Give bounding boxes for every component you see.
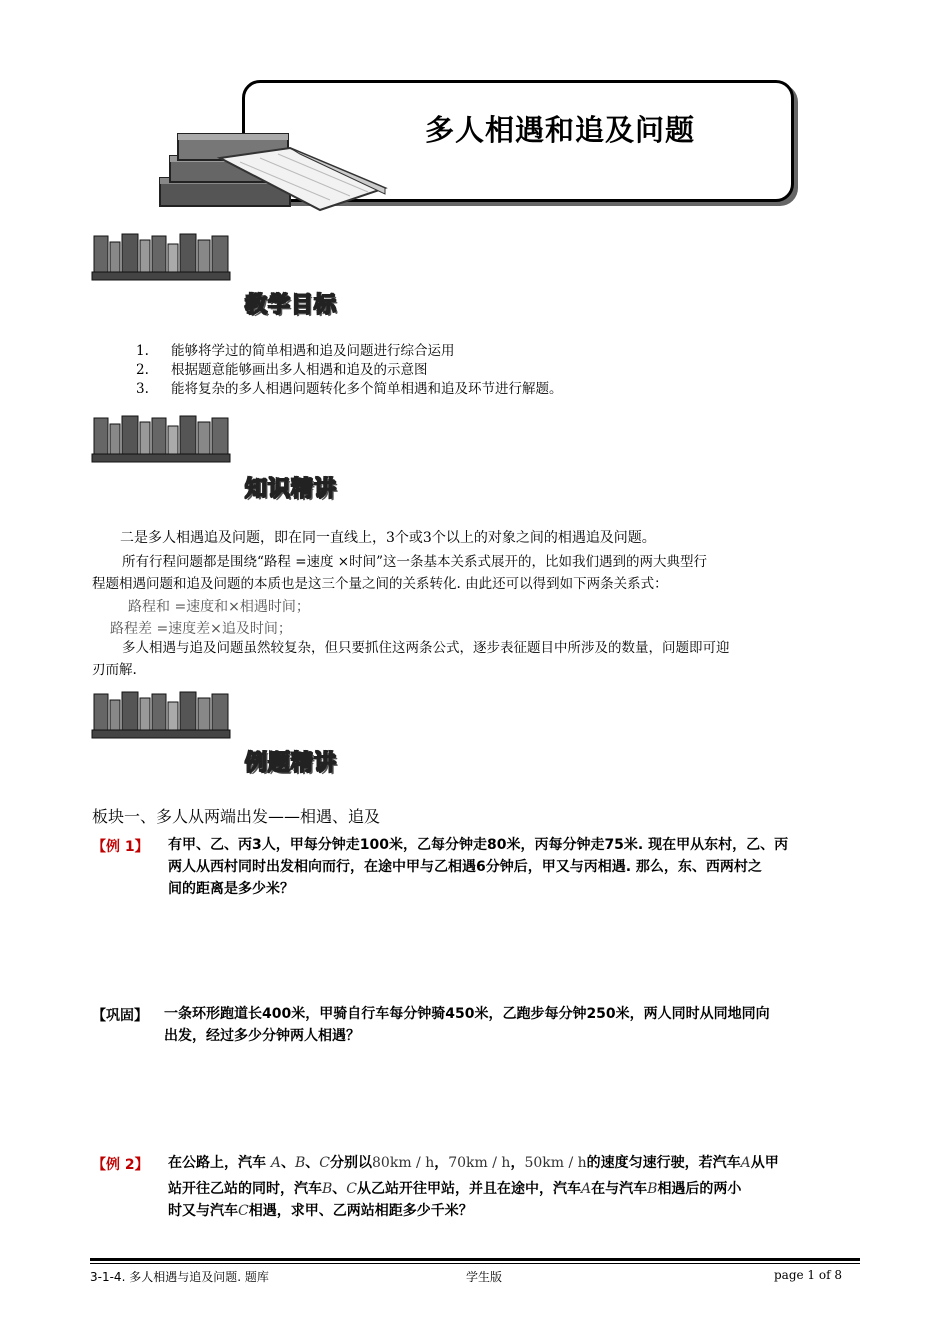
text-run: 在公路上，汽车	[168, 1155, 266, 1171]
footer-left: 3-1-4. 多人相遇与追及问题. 题库	[90, 1270, 269, 1284]
bookshelf-icon	[90, 690, 232, 740]
variable-c: C	[238, 1203, 249, 1219]
text-run: ，	[434, 1155, 449, 1171]
variable-c: C	[319, 1155, 331, 1171]
books-illustration	[150, 118, 390, 218]
text-run: 在与汽车	[591, 1181, 648, 1197]
example-1-line: 间的距离是多少米？	[168, 881, 294, 897]
list-text: 根据题意能够画出多人相遇和追及的示意图	[171, 362, 428, 378]
list-item	[136, 342, 563, 361]
consolidate-line: 一条环形跑道长400米，甲骑自行车每分钟骑450米，乙跑步每分钟250米，两人同时从同地同向	[164, 1006, 770, 1022]
list-text: 能将复杂的多人相遇问题转化多个简单相遇和追及环节进行解题。	[171, 381, 563, 397]
list-text: 能够将学过的简单相遇和追及问题进行综合运用	[171, 343, 455, 359]
variable-b: B	[647, 1181, 658, 1197]
text-run: 相遇后的两小	[657, 1181, 742, 1197]
text-run: 、	[305, 1155, 320, 1171]
variable-a: A	[270, 1155, 281, 1171]
knowledge-paragraph-2b: 程题相遇问题和追及问题的本质也是这三个量之间的关系转化. 由此还可以得到如下两条关系式：	[92, 576, 668, 592]
text-run: 站开往乙站的同时，汽车	[168, 1181, 322, 1197]
example-2-line	[168, 1178, 868, 1200]
footer-center: 学生版	[466, 1270, 503, 1284]
goals-list	[136, 342, 563, 399]
knowledge-paragraph-3b: 刃而解.	[92, 662, 137, 678]
text-run: 相遇，求甲、乙两站相距多少千米？	[248, 1203, 473, 1219]
bookshelf-icon	[90, 414, 232, 464]
knowledge-paragraph-3a: 多人相遇与追及问题虽然较复杂，但只要抓住这两条公式，逐步表征题目中所涉及的数量，问题即可迎	[122, 640, 730, 656]
text-run: 、	[332, 1181, 347, 1197]
block-title: 板块一、多人从两端出发——相遇、追及	[92, 807, 381, 826]
example-1-text	[168, 834, 868, 900]
consolidate-tag: 【巩固】	[92, 1008, 148, 1024]
footer-divider-thin	[90, 1263, 860, 1264]
text-run: 从甲	[750, 1155, 779, 1171]
section-title-examples: 例题精讲	[245, 751, 338, 776]
variable-b: B	[322, 1181, 333, 1197]
text-run: 分别以	[330, 1155, 373, 1171]
list-item	[136, 380, 563, 399]
variable-b: B	[295, 1155, 306, 1171]
text-run: 时又与汽车	[168, 1203, 238, 1219]
text-run: 从乙站开往甲站，并且在途中，汽车	[357, 1181, 582, 1197]
text-run: ，	[510, 1155, 525, 1171]
knowledge-paragraph-1: 二是多人相遇追及问题，即在同一直线上，3个或3个以上的对象之间的相遇追及问题。	[120, 530, 656, 546]
list-number: 1.	[136, 343, 149, 359]
formula-chase: 路程差 =速度差×追及时间；	[110, 621, 292, 637]
speed-value: 70km / h	[448, 1155, 511, 1171]
variable-c: C	[346, 1181, 358, 1197]
list-number: 2.	[136, 362, 149, 378]
consolidate-line: 出发，经过多少分钟两人相遇？	[164, 1028, 360, 1044]
knowledge-paragraph-2a: 所有行程问题都是围绕“路程 =速度 ×时间”这一条基本关系式展开的，比如我们遇到的两大典型行	[122, 554, 708, 570]
example-1-line: 两人从西村同时出发相向而行，在途中甲与乙相遇6分钟后，甲又与丙相遇. 那么，东、西两村之	[168, 859, 762, 875]
example-1-tag: 【例 1】	[92, 839, 149, 855]
footer-divider	[90, 1258, 860, 1261]
text-run: 的速度匀速行驶，若汽车	[586, 1155, 741, 1171]
example-2-text	[168, 1152, 868, 1222]
section-title-knowledge: 知识精讲	[245, 477, 338, 502]
variable-a: A	[740, 1155, 751, 1171]
section-title-goals: 教学目标	[245, 293, 338, 318]
list-number: 3.	[136, 381, 149, 397]
speed-value: 50km / h	[524, 1155, 587, 1171]
example-2-line	[168, 1200, 868, 1222]
example-2-line	[168, 1152, 868, 1174]
text-run: 、	[281, 1155, 295, 1171]
example-1-line: 有甲、乙、丙3人，甲每分钟走100米，乙每分钟走80米，丙每分钟走75米. 现在甲从东村，乙、丙	[168, 837, 789, 853]
consolidate-text	[164, 1003, 864, 1047]
bookshelf-icon	[90, 232, 232, 282]
list-item	[136, 361, 563, 380]
example-2-tag: 【例 2】	[92, 1157, 149, 1173]
speed-value: 80km / h	[372, 1155, 435, 1171]
footer-page-number: page 1 of 8	[774, 1268, 842, 1282]
variable-a: A	[581, 1181, 592, 1197]
formula-meet: 路程和 =速度和×相遇时间；	[128, 599, 310, 615]
page-title: 多人相遇和追及问题	[425, 113, 696, 147]
